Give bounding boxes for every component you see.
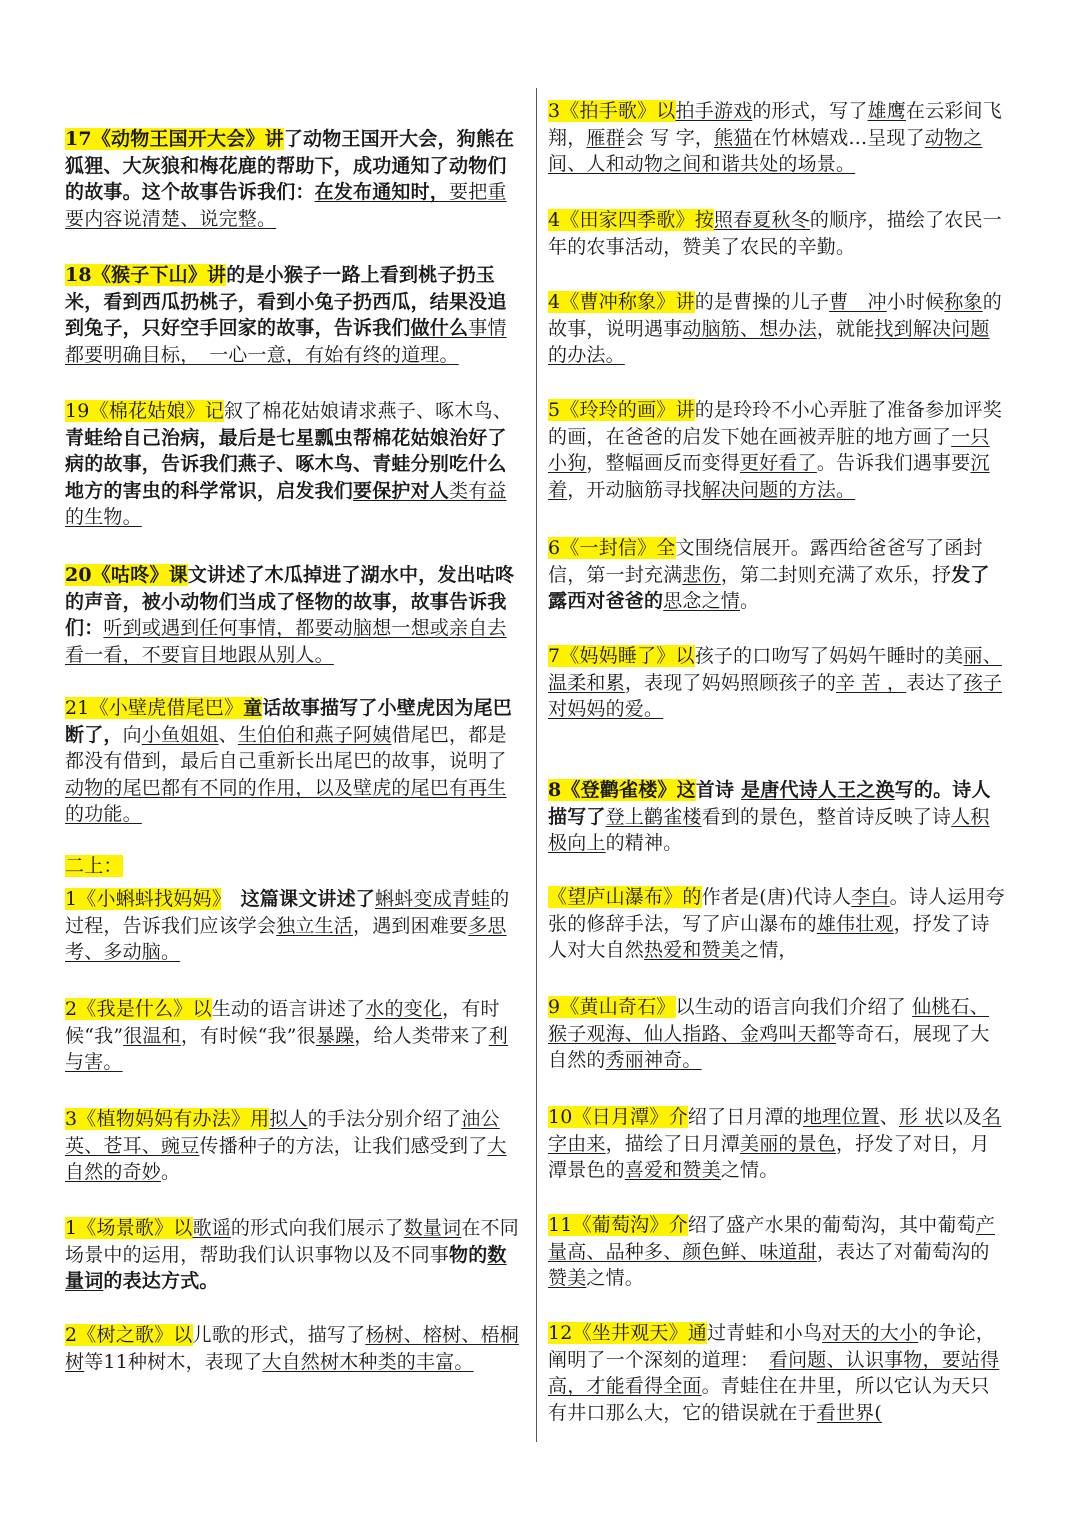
text-segment: ，抒发了诗人对大自然 xyxy=(548,912,990,961)
entry-right-6 xyxy=(548,535,1008,615)
text-segment: 、 xyxy=(879,1106,899,1128)
entry-left-20 xyxy=(65,562,520,668)
text-segment: 熊猫 xyxy=(714,126,753,149)
text-segment: 是唐代诗人 xyxy=(741,779,838,801)
text-segment: 《望庐山瀑布》的 xyxy=(548,886,702,908)
text-segment: 在发布通知时， xyxy=(314,181,450,203)
text-segment: 物的 xyxy=(449,1243,488,1266)
entry-left-19 xyxy=(65,398,520,531)
text-segment: 绍了日月潭的 xyxy=(687,1106,803,1128)
text-segment: 悲伤 xyxy=(682,563,721,586)
text-segment: 动物之间、人和动物之间和谐共处的场景。 xyxy=(548,126,983,175)
text-segment: 听到或遇到任何事情，都要动脑想一想或亲自去看一看，不要盲目地跟从别人。 xyxy=(65,617,507,666)
text-segment: 多思考、多动脑。 xyxy=(65,914,507,963)
entry-right-10 xyxy=(548,1104,1008,1184)
text-segment: 传播种子的方法，让我们感受到了 xyxy=(199,1134,488,1157)
text-segment: 歌谣 xyxy=(192,1217,231,1239)
text-segment: 要保护对人 xyxy=(353,479,450,502)
text-segment: 动脑筋、想办法 xyxy=(682,317,817,340)
text-segment: ，开动脑筋寻找 xyxy=(567,478,702,501)
text-segment: 4《曹冲称象》讲 xyxy=(548,291,695,313)
text-segment: ，有时候“我” xyxy=(65,998,500,1047)
text-segment: 丽、温柔和累 xyxy=(548,645,1002,694)
text-segment: 称象 xyxy=(944,291,983,313)
text-segment: 的形式向我们展示了 xyxy=(230,1217,404,1239)
text-segment: 的手法分别介绍了 xyxy=(307,1108,462,1130)
text-segment: 热爱和赞美 xyxy=(644,939,741,961)
text-segment: 类有益的生物。 xyxy=(65,479,507,528)
text-segment: 水的变化 xyxy=(365,998,443,1020)
text-segment: 的是曹操的儿子 xyxy=(694,291,830,313)
text-segment: ，描绘了日月潭 xyxy=(605,1132,741,1155)
text-segment: 作者是(唐)代诗人 xyxy=(701,886,852,908)
text-segment: 20《咕咚》课 xyxy=(65,564,188,586)
text-segment: ，表现了妈妈照顾孩子的 xyxy=(624,671,837,694)
text-segment: 形 状 xyxy=(899,1106,944,1128)
text-segment: ，给人类带来了 xyxy=(354,1024,489,1047)
text-segment: 19《棉花姑娘》记 xyxy=(65,400,224,422)
entry-left-17 xyxy=(65,126,520,232)
text-segment: 发了露西对爸爸的 xyxy=(548,563,990,612)
text-segment: 表达了 xyxy=(906,671,964,694)
text-segment: 。诗人运用夸张的修辞手法，写了庐山瀑布的 xyxy=(548,886,1005,935)
text-segment: ，有时候“我”很 xyxy=(180,1024,316,1047)
text-segment: 仙桃石、猴子观海、仙人指路、金鸡叫天都 xyxy=(548,996,989,1045)
text-segment: 对天的大小 xyxy=(822,1322,919,1344)
text-segment: 首诗 xyxy=(695,779,742,801)
text-segment: 了动物王国开大会，狗熊在狐狸、大灰狼和梅花鹿的帮助下，成功通知了动物们的故事。这个故事告诉我们： xyxy=(65,128,515,203)
text-segment: 一只小狗 xyxy=(548,425,990,474)
text-segment: 产量高、品种多、颜色鲜、味道甜 xyxy=(548,1214,995,1263)
text-segment: 。青蛙住在井里，所以它认为天只有井口那么大，它的错误就在于 xyxy=(548,1375,990,1424)
text-segment: 。 xyxy=(161,1161,181,1183)
text-segment: ，整幅画反而变得 xyxy=(586,452,741,474)
text-segment: 的是小猴子一路上看到桃子扔玉米，看到西瓜扔桃子，看到小兔子扔西瓜，结果没追到兔子，只好空手回家的故事，告诉我们 xyxy=(65,264,507,339)
text-segment: ，遇到困难要 xyxy=(353,914,469,937)
text-segment: 7《妈妈睡了》以 xyxy=(548,645,695,667)
text-segment: 要把重要内容说清楚、说完整。 xyxy=(65,181,507,230)
text-segment: 之情， xyxy=(740,939,798,961)
entry-right-4 xyxy=(548,207,1008,260)
text-segment: 雄鹰 xyxy=(867,100,906,122)
text-segment: 话故事描写了小壁虎因为尾巴断了， xyxy=(65,697,512,746)
text-segment: 名字由来 xyxy=(548,1106,1002,1155)
text-segment: 青蛙给自己治病，最后是七星瓢虫帮棉花姑娘治好了病的故事，告诉我们燕子、啄木鸟、青蛙分别吃什么地方的害虫的科学常识，启发我们 xyxy=(65,426,507,502)
text-segment: 雄伟壮观 xyxy=(816,912,894,935)
text-segment: 登上鹳雀楼 xyxy=(605,805,702,828)
entry-left-4 xyxy=(65,1215,520,1295)
text-segment: 雁群 xyxy=(586,126,625,149)
text-segment: 独立生活 xyxy=(276,914,354,937)
text-segment: ，就能 xyxy=(816,317,875,340)
text-segment: 喜爱和赞美 xyxy=(624,1159,721,1181)
entry-right-5 xyxy=(548,397,1008,503)
text-segment: 10《日月潭》介 xyxy=(548,1106,688,1128)
text-segment: 曹 冲 xyxy=(829,291,887,313)
text-segment: 美丽的景色 xyxy=(740,1132,837,1155)
text-segment: 小鱼姐姐 xyxy=(141,723,219,746)
text-segment: 找到解决问题的办法。 xyxy=(548,317,990,366)
entry-right-9 xyxy=(548,994,1008,1074)
text-segment: 5《玲玲的画》讲 xyxy=(548,399,695,421)
text-segment: 数量词 xyxy=(403,1217,462,1239)
text-segment: ，抒发了对日，月潭景色的 xyxy=(548,1132,990,1181)
text-segment: 赞美 xyxy=(548,1267,587,1289)
text-segment: 小时候 xyxy=(886,291,945,313)
text-segment: 9《黄山奇石》 xyxy=(548,996,676,1018)
text-segment: ，第二封则充满了欢乐，抒 xyxy=(720,563,952,586)
text-segment: 看到的景色，整首诗反映了诗 xyxy=(701,805,952,828)
text-segment: 做什么 xyxy=(410,317,469,339)
text-segment: 21《小壁虎借尾巴》 xyxy=(65,697,244,719)
text-segment: 解决问题的方法。 xyxy=(701,478,856,501)
text-segment: 。 xyxy=(740,590,760,612)
text-segment: 的形式，写了 xyxy=(752,100,868,122)
text-segment: 会 写 字， xyxy=(624,126,715,149)
entry-left-18 xyxy=(65,262,520,368)
text-segment: 等奇石，展现了大自然的 xyxy=(548,1022,990,1071)
text-segment: 秀丽神奇。 xyxy=(605,1049,702,1071)
text-segment: 文围绕信展开。露西给爸爸写了函封信，第一封充满 xyxy=(548,537,983,586)
text-segment: 王之涣 xyxy=(837,779,895,801)
text-segment: 拟人 xyxy=(269,1108,308,1130)
text-segment: 1《小蝌蚪找妈妈》 xyxy=(65,888,222,910)
text-segment: 17《动物王国开大会》讲 xyxy=(65,128,284,150)
entry-right-4b xyxy=(548,289,1008,369)
text-segment: 4《田家四季歌》按 xyxy=(548,209,714,231)
text-segment: 孩子的口吻写了妈妈午睡时的美 xyxy=(694,645,964,667)
text-segment: 3《拍手歌》以 xyxy=(548,100,676,122)
text-segment: 拍手游戏 xyxy=(675,100,753,122)
text-segment: 在不同场景中的运用，帮助我们认识事物以及不同事 xyxy=(65,1217,519,1266)
text-segment: 利与害。 xyxy=(65,1024,508,1073)
text-segment: ，表达了对葡萄沟的 xyxy=(816,1240,990,1263)
text-segment: 叙了棉花姑娘请求燕子、啄木鸟、 xyxy=(223,400,512,422)
entry-left-2 xyxy=(65,996,520,1076)
text-segment: 之情。 xyxy=(586,1267,645,1289)
text-segment: 思念之情 xyxy=(663,590,741,612)
text-segment: 写的。诗人描写了 xyxy=(548,779,991,828)
text-segment: 18《猴子下山》讲 xyxy=(65,264,227,286)
column-divider xyxy=(536,88,537,1442)
text-segment: 在云彩间飞翔， xyxy=(548,100,1002,149)
text-segment: 2《我是什么》以 xyxy=(65,998,212,1020)
entry-right-8b xyxy=(548,884,1008,964)
text-segment: 1《场景歌》以 xyxy=(65,1217,193,1239)
text-segment: 8《登鹳雀楼》这 xyxy=(548,779,696,801)
text-segment: 地理位置 xyxy=(802,1106,880,1128)
text-segment: 很温和 xyxy=(123,1024,181,1047)
text-segment: 6《一封信》全 xyxy=(548,537,676,559)
text-segment: 童 xyxy=(243,697,263,719)
text-segment: 辛 苦 ， xyxy=(836,671,907,694)
text-segment: 暴躁 xyxy=(315,1024,355,1047)
entry-left-5 xyxy=(65,1322,520,1375)
text-segment: 蝌蚪变成青蛙 xyxy=(375,888,491,910)
text-segment: 绍了盛产水果的葡萄沟，其中葡萄 xyxy=(687,1214,976,1236)
text-segment: 照春夏秋冬 xyxy=(713,209,810,231)
text-segment: 更好看了 xyxy=(740,452,817,474)
entry-right-12 xyxy=(548,1320,1008,1426)
text-segment: 儿歌的形式，描写了 xyxy=(192,1324,366,1346)
text-segment: 孩子对妈妈的爱。 xyxy=(548,671,1003,720)
text-segment: 在竹林嬉戏...呈现了 xyxy=(752,126,925,149)
text-segment: 生伯伯和燕子阿姨 xyxy=(237,723,392,746)
text-segment: 看世界( xyxy=(816,1401,883,1424)
text-segment: 的争论，阐明了一个深刻的道理： xyxy=(548,1322,996,1371)
text-segment: 看问题、认识事物，要站得高，才能看得全面 xyxy=(548,1348,1000,1397)
text-segment: 之情。 xyxy=(720,1159,779,1181)
text-segment: 油公英、苍耳、豌豆 xyxy=(65,1108,500,1157)
text-segment: 数量词 xyxy=(65,1243,507,1292)
text-segment: 杨树、榕树、梧桐树 xyxy=(65,1324,519,1373)
entry-right-11 xyxy=(548,1212,1008,1292)
text-segment: 的精神。 xyxy=(605,832,683,854)
entry-left-21 xyxy=(65,695,520,828)
text-segment: 李白 xyxy=(851,886,890,908)
text-segment: 过青蛙和小鸟 xyxy=(706,1322,823,1344)
text-segment: 2《树之歌》以 xyxy=(65,1324,193,1346)
text-segment: 大自然的奇妙 xyxy=(65,1134,507,1183)
text-segment: 11《葡萄沟》介 xyxy=(548,1214,688,1236)
text-segment: 向 xyxy=(122,723,142,746)
text-segment: 以生动的语言向我们介绍了 xyxy=(675,996,913,1018)
text-segment: 以及 xyxy=(943,1106,983,1128)
text-segment: 大自然树木种类的丰富。 xyxy=(262,1350,474,1373)
text-segment: 生动的语言讲述了 xyxy=(211,998,366,1020)
text-segment: 动物的尾巴都有不同的作用，以及壁虎的尾巴有再生的功能。 xyxy=(65,776,507,825)
text-segment: 。告诉我们遇事要 xyxy=(816,452,971,474)
text-segment: 这篇课文讲述了 xyxy=(221,888,375,910)
text-segment: 的是玲玲不小心弄脏了准备参加评奖的画，在爸爸的启发下她在画被弄脏的地方画了 xyxy=(548,399,1002,448)
text-segment: 等11种树木，表现了 xyxy=(84,1350,263,1373)
entry-left-1 xyxy=(65,886,520,966)
text-segment: 、 xyxy=(218,723,238,746)
text-segment: 的过程，告诉我们应该学会 xyxy=(65,888,510,937)
text-segment: 沉着 xyxy=(548,452,990,501)
text-segment: 12《坐井观天》通 xyxy=(548,1322,707,1344)
entry-right-3 xyxy=(548,98,1008,178)
text-segment: 文讲述了木瓜掉进了湖水中，发出咕咚的声音，被小动物们当成了怪物的故事，故事告诉我们： xyxy=(65,564,515,639)
text-segment: 人积极向上 xyxy=(548,805,990,854)
text-segment: 3《植物妈妈有办法》用 xyxy=(65,1108,270,1130)
section-heading xyxy=(65,853,520,880)
text-segment: 的顺序，描绘了农民一年的农事活动，赞美了农民的辛勤。 xyxy=(548,209,1002,258)
text-segment: 的表达方式。 xyxy=(103,1270,219,1292)
entry-left-3 xyxy=(65,1106,520,1186)
text-segment: 的故事，说明遇事 xyxy=(548,291,1002,340)
entry-right-8 xyxy=(548,777,1008,857)
text-segment: 二上： xyxy=(65,855,123,877)
text-segment: 事情都要明确目标， 一心一意，有始有终的道理。 xyxy=(65,317,507,366)
text-segment: 借尾巴，都是都没有借到，最后自己重新长出尾巴的故事，说明了 xyxy=(65,723,507,772)
entry-right-7 xyxy=(548,643,1008,723)
